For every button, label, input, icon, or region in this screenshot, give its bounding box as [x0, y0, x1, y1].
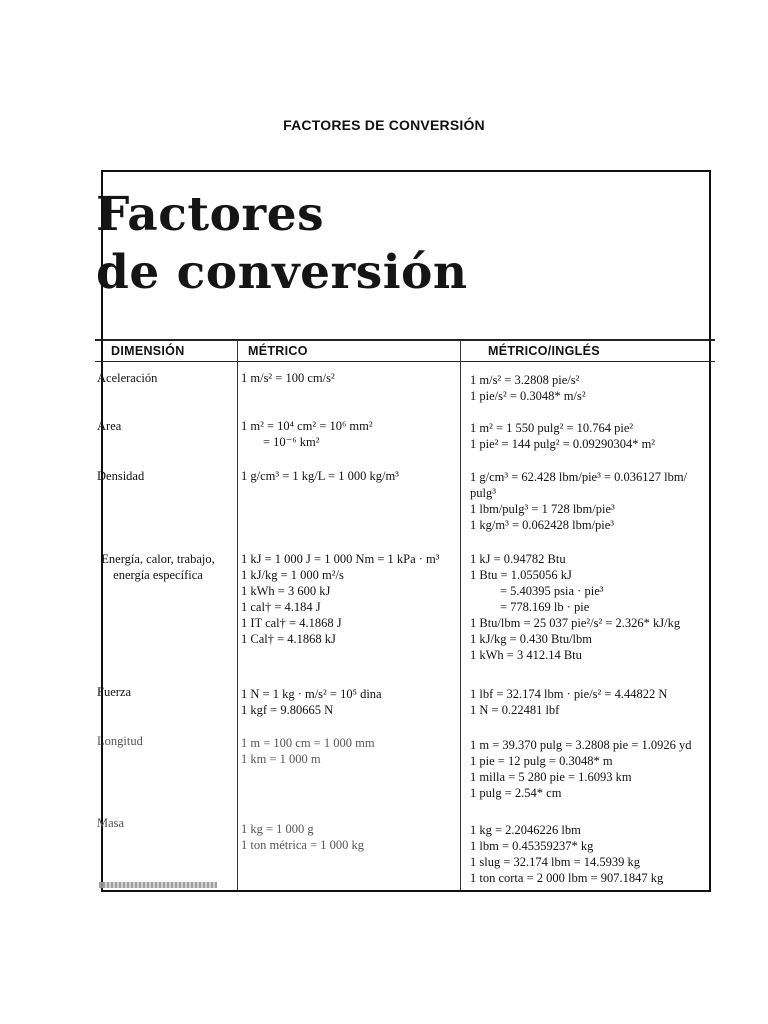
metric-cell: 1 N = 1 kg · m/s² = 10⁵ dina 1 kgf = 9.80665 N [241, 687, 382, 717]
metric-english-cell: 1 m/s² = 3.2808 pie/s² 1 pie/s² = 0.3048* m/s² [470, 373, 586, 403]
metric-english-cell: 1 m² = 1 550 pulg² = 10.764 pie² 1 pie² = 144 pulg² = 0.09290304* m² [470, 421, 656, 451]
scan-edge-smudge [99, 882, 217, 888]
metric-english-cell: 1 lbf = 32.174 lbm · pie/s² = 4.44822 N 1 N = 0.22481 lbf [470, 687, 668, 717]
metric-cell: 1 m/s² = 100 cm/s² [241, 371, 335, 385]
dimension-cell: Aceleración [97, 371, 158, 385]
dimension-cell: Energía, calor, trabajo, energía específica [101, 552, 215, 582]
dimension-cell: Fuerza [97, 685, 132, 699]
metric-english-cell: 1 g/cm³ = 62.428 lbm/pie³ = 0.036127 lbm/ pulg³ 1 lbm/pulg³ = 1 728 lbm/pie³ 1 kg/m³ = 0.062428 lbm/pie³ [470, 470, 688, 532]
table-top-rule [95, 339, 715, 341]
metric-cell: 1 kg = 1 000 g 1 ton métrica = 1 000 kg [241, 822, 364, 852]
column-divider-1 [237, 339, 238, 890]
header-metric-english: MÉTRICO/INGLÉS [488, 344, 600, 358]
dimension-cell: Longitud [97, 734, 143, 748]
table-header-rule [95, 361, 715, 362]
dimension-cell: Densidad [97, 469, 145, 483]
metric-cell: 1 m = 100 cm = 1 000 mm 1 km = 1 000 m [241, 736, 375, 766]
dimension-cell: Área [97, 419, 122, 433]
metric-english-cell: 1 m = 39.370 pulg = 3.2808 pie = 1.0926 yd 1 pie = 12 pulg = 0.3048* m 1 milla = 5 280 pie = 1.6093 km 1 pulg = 2.54* cm [470, 738, 692, 800]
scan-title [96, 186, 468, 302]
scanned-table-image [96, 170, 711, 892]
header-metric: MÉTRICO [248, 344, 308, 358]
scan-title-line-1: Factores [96, 187, 325, 242]
metric-english-cell: 1 kg = 2.2046226 lbm 1 lbm = 0.45359237* kg 1 slug = 32.174 lbm = 14.5939 kg 1 ton corta = 2 000 lbm = 907.1847 kg [470, 823, 664, 885]
metric-cell: 1 kJ = 1 000 J = 1 000 Nm = 1 kPa · m³ 1 kJ/kg = 1 000 m²/s 1 kWh = 3 600 kJ 1 cal† = 4.184 J 1 IT cal† = 4.1868 J 1 Cal† = 4.1868 kJ [241, 552, 440, 646]
metric-cell: 1 m² = 10⁴ cm² = 10⁶ mm² = 10⁻⁶ km² [241, 419, 373, 449]
column-divider-2 [460, 339, 461, 890]
scan-title-line-2: de conversión [96, 245, 468, 300]
header-dimension: DIMENSIÓN [111, 344, 185, 358]
metric-cell: 1 g/cm³ = 1 kg/L = 1 000 kg/m³ [241, 469, 399, 483]
metric-english-cell: 1 kJ = 0.94782 Btu 1 Btu = 1.055056 kJ = 5.40395 psia · pie³ = 778.169 lb · pie 1 Btu/lbm = 25 037 pie²/s² = 2.326* kJ/kg 1 kJ/kg = 0.430 Btu/lbm 1 kWh = 3 412.14 Btu [470, 552, 681, 662]
dimension-cell: Masa [97, 816, 125, 830]
page-heading: FACTORES DE CONVERSIÓN [283, 117, 485, 133]
